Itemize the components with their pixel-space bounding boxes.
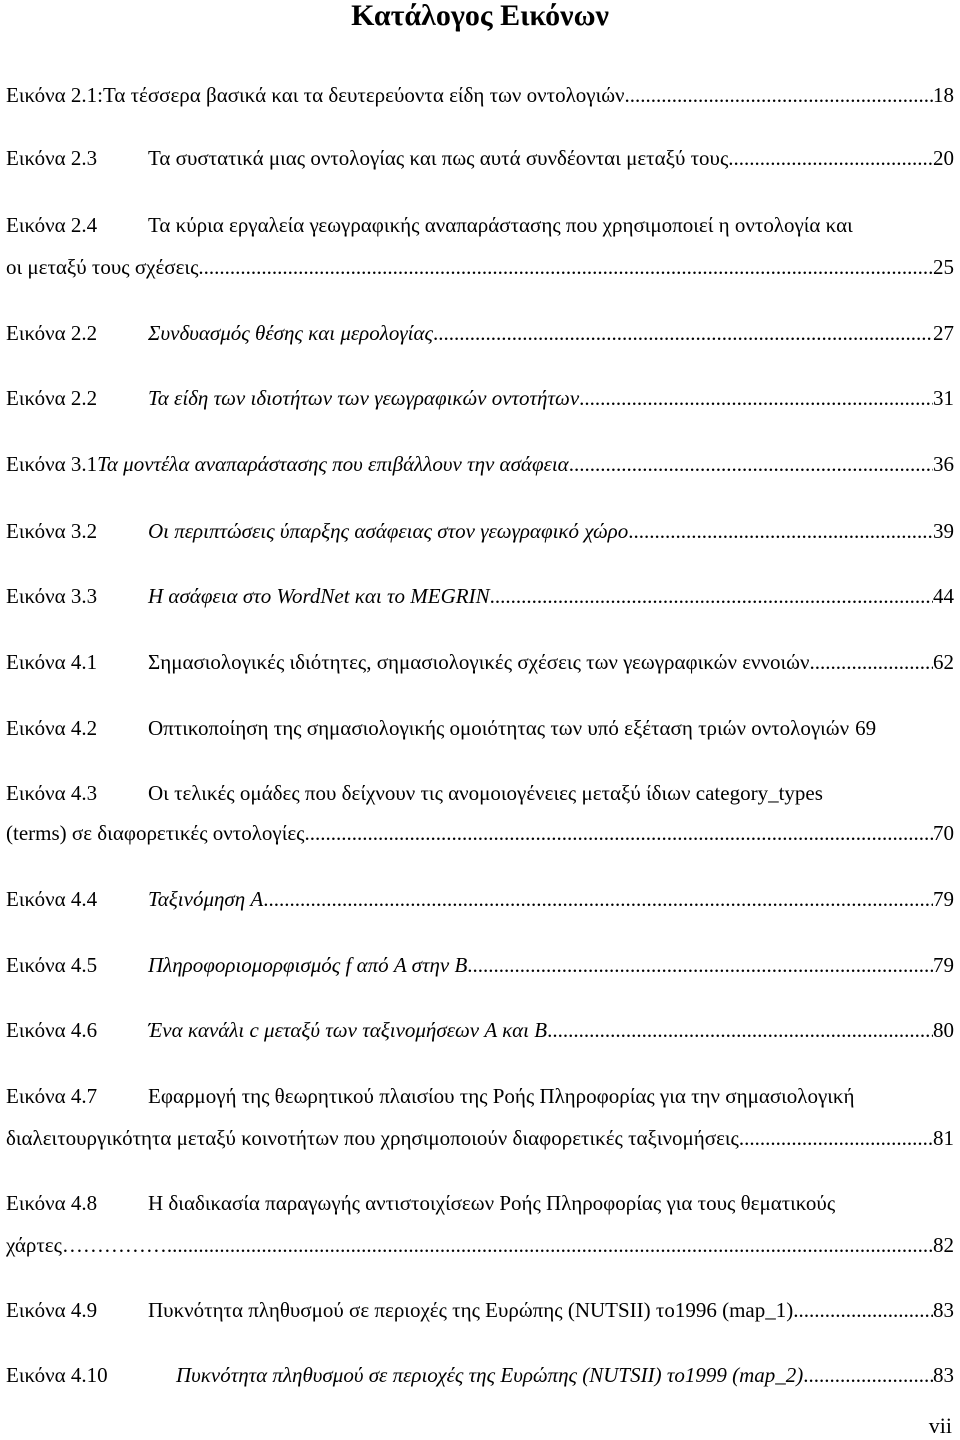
figure-label: Εικόνα 3.2 [6,519,98,543]
page-ref: 80 [933,1018,954,1042]
page-ref: 18 [933,83,954,107]
leader-dots [467,952,933,978]
list-item [6,385,954,411]
figure-caption: Πληροφοριομορφισμός f από A στην B [148,953,468,977]
figure-label: Εικόνα 2.1: [6,83,103,107]
leader-dots [793,1297,933,1323]
figure-label: Εικόνα 3.1 [6,452,98,476]
figure-label: Εικόνα 4.8 [6,1191,98,1215]
list-item [6,583,954,609]
page-ref: 79 [933,953,954,977]
figure-label: Εικόνα 4.2 [6,716,98,740]
page-ref: 36 [933,452,954,476]
page-ref: 81 [933,1126,954,1150]
leader-dots [263,886,933,912]
list-item [6,1297,954,1323]
figure-caption: Οι περιπτώσεις ύπαρξης ασάφειας στον γεωγραφικό χώρο [148,519,629,543]
page-number: vii [928,1413,952,1438]
list-item [6,1017,954,1043]
list-item [6,1362,954,1388]
page-ref: 82 [933,1233,954,1257]
figure-label: Εικόνα 2.3 [6,146,98,170]
figure-label: Εικόνα 2.2 [6,321,98,345]
figure-label: Εικόνα 4.1 [6,650,98,674]
figure-label: Εικόνα 4.7 [6,1084,98,1108]
list-item-continuation [6,1125,954,1151]
figure-caption-cont: χάρτες…………… [6,1233,167,1257]
list-item [6,145,954,171]
page-ref: 25 [933,255,954,279]
figure-caption: Τα μοντέλα αναπαράστασης που επιβάλλουν την ασάφεια [97,452,569,476]
figure-caption: Τα είδη των ιδιοτήτων των γεωγραφικών οντοτήτων [148,386,580,410]
figure-caption: Σημασιολογικές ιδιότητες, σημασιολογικές σχέσεις των γεωγραφικών εννοιών [148,650,810,674]
figure-caption-cont: (terms) σε διαφορετικές οντολογίες [6,821,305,845]
list-item [6,518,954,544]
list-item [6,212,954,238]
figure-caption-cont: διαλειτουργικότητα μεταξύ κοινοτήτων που χρησιμοποιούν διαφορετικές ταξινομήσεις [6,1126,739,1150]
list-item [6,1190,954,1216]
leader-dots [547,1017,933,1043]
list-item [6,886,954,912]
page-ref: 69 [855,716,877,740]
figure-label: Εικόνα 4.10 [6,1363,108,1387]
page-ref: 62 [933,650,954,674]
list-item [6,1083,954,1109]
page-title: Κατάλογος Εικόνων [351,0,609,32]
figure-caption: Εφαρμογή της θεωρητικού πλαισίου της Ροής Πληροφορίας για την σημασιολογική [148,1084,855,1108]
leader-dots [490,583,933,609]
figure-label: Εικόνα 4.3 [6,781,98,805]
figure-caption: Πυκνότητα πληθυσμού σε περιοχές της Ευρώπης (NUTSII) το1999 (map_2) [176,1363,804,1387]
page-ref: 70 [933,821,954,845]
figure-label: Εικόνα 2.2 [6,386,98,410]
list-item [6,780,954,806]
list-item-continuation [6,820,954,846]
figure-caption: Οι τελικές ομάδες που δείχνουν τις ανομοιογένειες μεταξύ ίδιων category_types [148,781,823,805]
figure-caption: Τα κύρια εργαλεία γεωγραφικής αναπαράστασης που χρησιμοποιεί η οντολογία και [148,213,853,237]
page-ref: 27 [933,321,954,345]
figure-caption: Η διαδικασία παραγωγής αντιστοιχίσεων Ροής Πληροφορίας για τους θεματικούς [148,1191,836,1215]
leader-dots [625,82,933,108]
figure-caption: Τα συστατικά μιας οντολογίας και πως αυτά συνδέονται μεταξύ τους [148,146,729,170]
figure-label: Εικόνα 4.5 [6,953,98,977]
leader-dots [803,1362,933,1388]
leader-dots [628,518,933,544]
page-ref: 83 [933,1298,954,1322]
list-item [6,715,954,741]
list-item [6,952,954,978]
figure-label: Εικόνα 4.6 [6,1018,98,1042]
figure-caption: Πυκνότητα πληθυσμού σε περιοχές της Ευρώπης (NUTSII) το1996 (map_1) [148,1298,794,1322]
figure-caption: Ταξινόμηση A [148,887,264,911]
page-ref: 83 [933,1363,954,1387]
page-ref: 20 [933,146,954,170]
figure-caption: Οπτικοποίηση της σημασιολογικής ομοιότητας των υπό εξέταση τριών οντολογιών [148,716,850,740]
list-item-continuation [6,254,954,280]
list-item [6,649,954,675]
figure-label: Εικόνα 4.4 [6,887,98,911]
leader-dots [728,145,933,171]
leader-dots [304,820,933,846]
list-item [6,320,954,346]
leader-dots [579,385,933,411]
figure-label: Εικόνα 4.9 [6,1298,98,1322]
page-ref: 79 [933,887,954,911]
figure-caption: Η ασάφεια στο WordNet και το MEGRIN [148,584,490,608]
page-ref: 44 [933,584,954,608]
figure-label: Εικόνα 3.3 [6,584,98,608]
figure-label: Εικόνα 2.4 [6,213,98,237]
leader-dots [167,1232,933,1258]
figure-caption: Συνδυασμός θέσης και μερολογίας [148,321,433,345]
leader-dots [809,649,933,675]
list-item [6,82,954,108]
figure-caption: Τα τέσσερα βασικά και τα δευτερεύοντα είδη των οντολογιών [102,83,625,107]
page-ref: 31 [933,386,954,410]
figure-caption: Ένα κανάλι c μεταξύ των ταξινομήσεων A και B [148,1018,548,1042]
leader-dots [569,451,933,477]
page-ref: 39 [933,519,954,543]
leader-dots [739,1125,933,1151]
list-item-continuation [6,1232,954,1258]
leader-dots [198,254,933,280]
figure-caption-cont: οι μεταξύ τους σχέσεις [6,255,199,279]
leader-dots [433,320,933,346]
list-item [6,451,954,477]
